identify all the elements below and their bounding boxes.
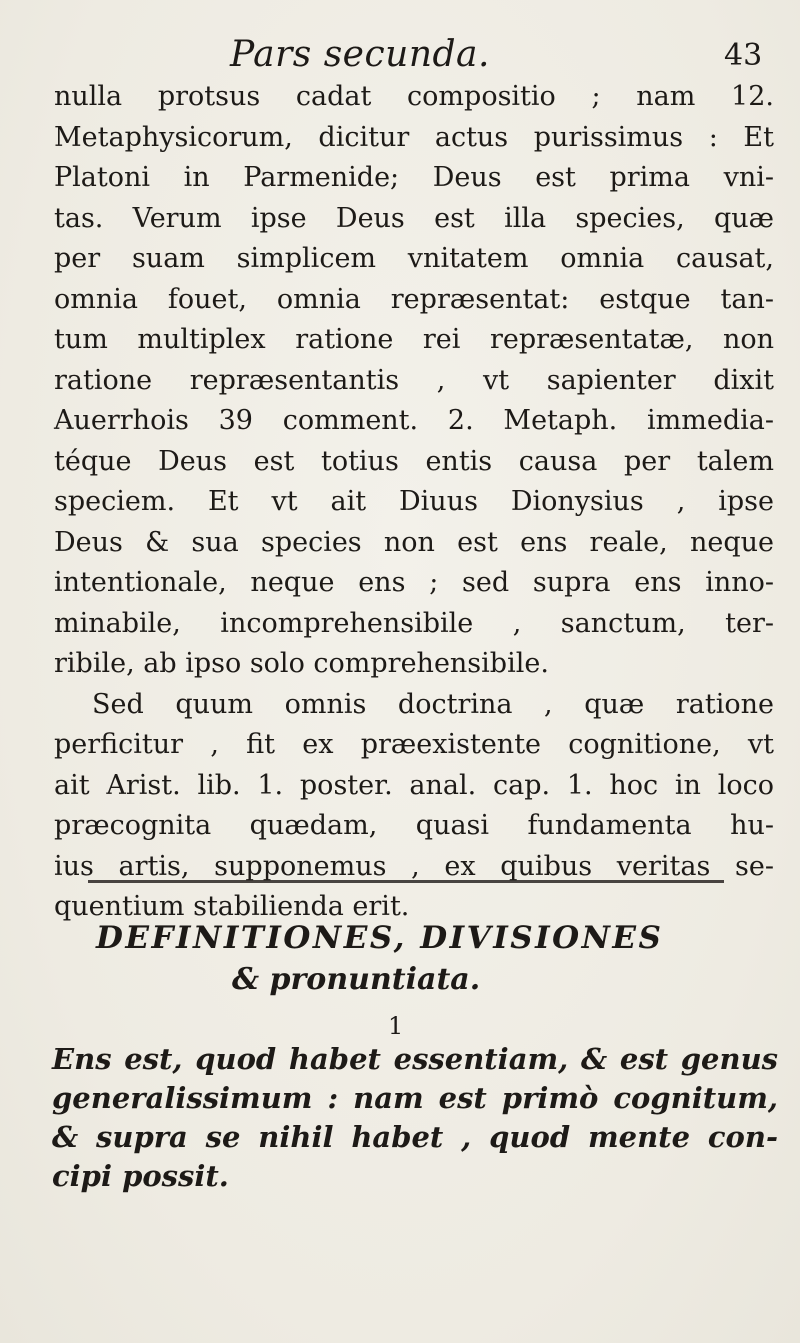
section-divider-rule [88, 880, 724, 883]
body-line: ratione repræsentantis , vt sapienter dixit [54, 364, 774, 396]
definition-line: cipi possit. [52, 1159, 229, 1193]
body-line: quentium stabilienda erit. [54, 891, 410, 922]
body-line: tum multiplex ratione rei repræsentatæ, non [54, 324, 774, 355]
body-line: Platoni in Parmenide; Deus est prima vni- [54, 162, 774, 193]
body-line: per suam simplicem vnitatem omnia causat, [54, 243, 774, 274]
body-line: Auerrhois 39 comment. 2. Metaph. immedia- [54, 405, 774, 436]
definition-line: generalissimum : nam est primò cognitum, [52, 1081, 778, 1115]
body-line: minabile, incomprehensibile , sanctum, ter- [54, 607, 774, 639]
body-line: tas. Verum ipse Deus est illa species, quæ [54, 202, 774, 234]
body-line: speciem. Et vt ait Diuus Dionysius , ipse [54, 486, 774, 517]
page-header [0, 30, 800, 82]
body-line: perficitur , fit ex præexistente cognitione, vt [54, 729, 774, 760]
body-line: Sed quum omnis doctrina , quæ ratione [92, 688, 774, 720]
definition-text [52, 1040, 778, 1196]
body-text [54, 77, 774, 928]
item-number: 1 [388, 1012, 404, 1040]
body-line: ius artis, supponemus , ex quibus veritas se- [54, 850, 774, 882]
definition-line: & supra se nihil habet , quod mente con- [52, 1120, 778, 1154]
running-title: Pars secunda. [230, 34, 490, 75]
body-line: téque Deus est totius entis causa per talem [54, 445, 774, 477]
body-line: Deus & sua species non est ens reale, neque [54, 526, 774, 558]
section-subtitle: & pronuntiata. [232, 962, 481, 997]
body-line: ribile, ab ipso solo comprehensibile. [54, 648, 549, 679]
definition-line: Ens est, quod habet essentiam, & est genus [52, 1042, 778, 1076]
section-title: DEFINITIONES, DIVISIONES [96, 920, 664, 956]
body-line: intentionale, neque ens ; sed supra ens inno- [54, 567, 774, 598]
page-number: 43 [724, 38, 763, 73]
body-line: præcognita quædam, quasi fundamenta hu- [54, 810, 774, 841]
body-line: nulla protsus cadat compositio ; nam 12. [54, 81, 774, 112]
body-line: Metaphysicorum, dicitur actus purissimus : Et [54, 121, 774, 153]
body-line: omnia fouet, omnia repræsentat: estque tan- [54, 283, 774, 315]
body-line: ait Arist. lib. 1. poster. anal. cap. 1. hoc in loco [54, 769, 774, 801]
